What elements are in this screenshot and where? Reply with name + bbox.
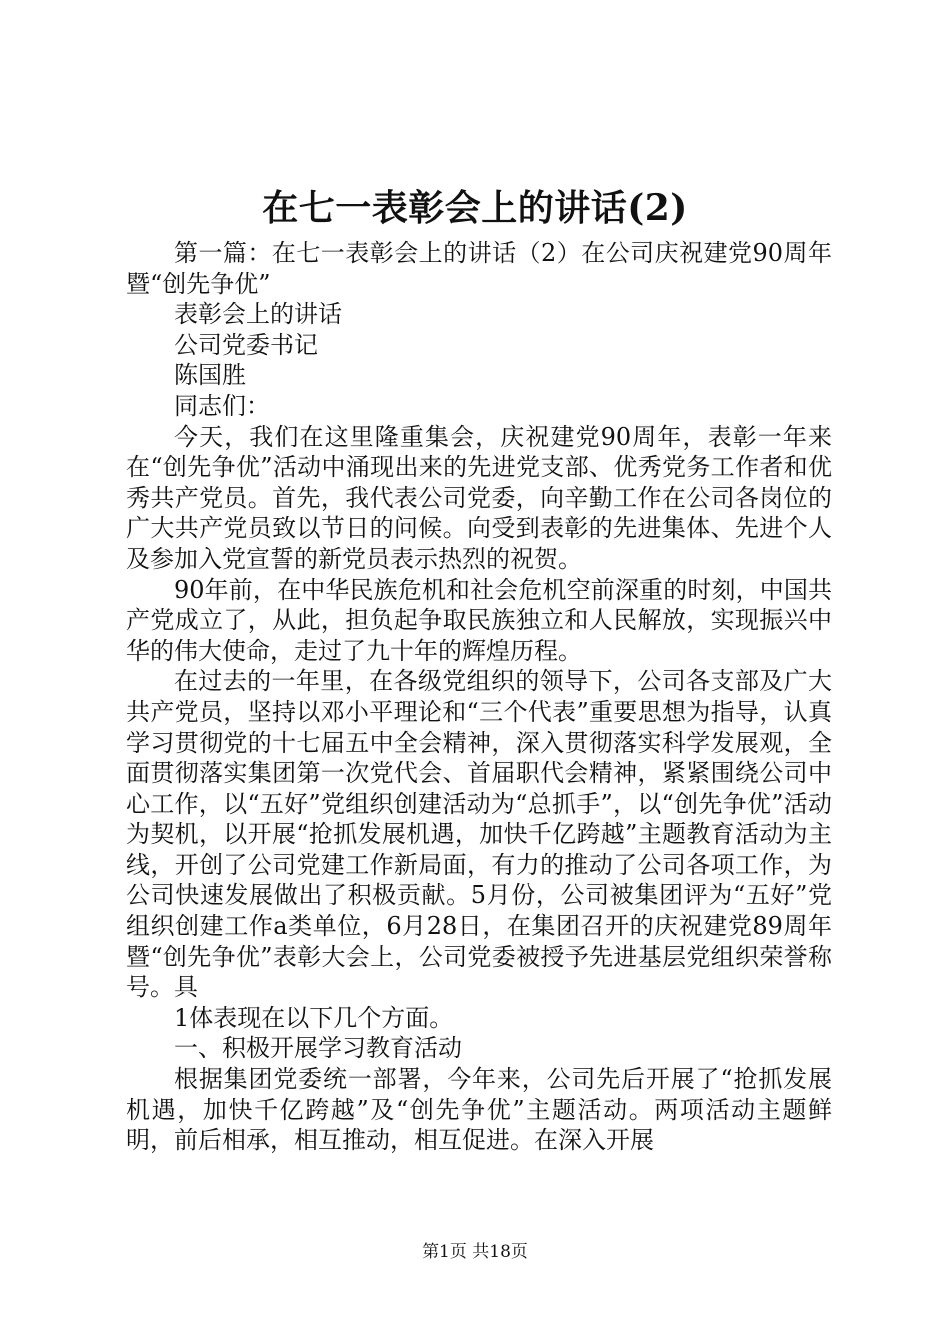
paragraph-speaker-name: 陈国胜 [174,361,246,390]
paragraph-salutation: 同志们： [174,391,270,420]
paragraph-aspects: 1体表现在以下几个方面。 [174,1003,454,1032]
paragraph-speaker-role: 公司党委书记 [174,330,318,359]
paragraph-intro: 第一篇：在七一表彰会上的讲话（2）在公司庆祝建党90周年暨“创先争优” [126,239,832,298]
document-body [126,238,832,1156]
document-title: 在七一表彰会上的讲话(2) [262,187,688,229]
page-footer: 第1页 共18页 [422,1242,528,1262]
paragraph-activities: 根据集团党委统一部署，今年来，公司先后开展了“抢抓发展机遇，加快千亿跨越”及“创先争优”主题活动。两项活动主题鲜明，前后相承，相互推动，相互促进。在深入开展 [126,1065,832,1155]
paragraph-history: 90年前，在中华民族危机和社会危机空前深重的时刻，中国共产党成立了，从此，担负起争取民族独立和人民解放，实现振兴中华的伟大使命，走过了九十年的辉煌历程。 [126,575,832,665]
section-heading-1: 一、积极开展学习教育活动 [174,1034,462,1063]
paragraph-subtitle: 表彰会上的讲话 [174,300,342,329]
paragraph-opening: 今天，我们在这里隆重集会，庆祝建党90周年，表彰一年来在“创先争优”活动中涌现出来的先进党支部、优秀党务工作者和优秀共产党员。首先，我代表公司党委，向辛勤工作在公司各岗位的广大共产党员致以节日的问候。向受到表彰的先进集体、先进个人及参加入党宣誓的新党员表示热烈的祝贺。 [126,422,832,573]
paragraph-achievements: 在过去的一年里，在各级党组织的领导下，公司各支部及广大共产党员，坚持以邓小平理论和“三个代表”重要思想为指导，认真学习贯彻党的十七届五中全会精神，深入贯彻落实科学发展观，全面贯彻落实集团第一次党代会、首届职代会精神，紧紧围绕公司中心工作，以“五好”党组织创建活动为“总抓手”，以“创先争优”活动为契机，以开展“抢抓发展机遇，加快千亿跨越”主题教育活动为主线，开创了公司党建工作新局面，有力的推动了公司各项工作，为公司快速发展做出了积极贡献。5月份，公司被集团评为“五好”党组织创建工作a类单位，6月28日，在集团召开的庆祝建党89周年暨“创先争优”表彰大会上，公司党委被授予先进基层党组织荣誉称号。具 [126,667,832,1002]
